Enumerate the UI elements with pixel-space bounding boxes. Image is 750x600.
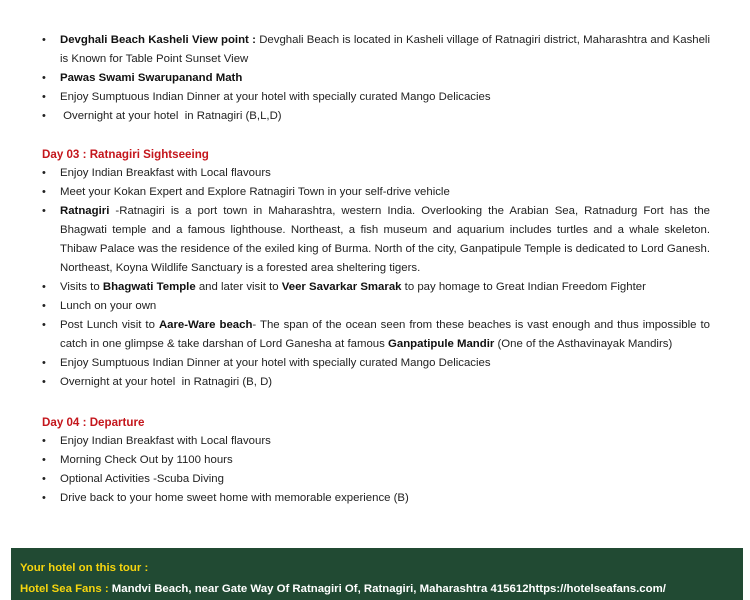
hotel-name: Hotel Sea Fans : bbox=[20, 583, 109, 595]
list-item: • Visits to Bhagwati Temple and later visit to Veer Savarkar Smarak to pay homage to Great Indian Freedom Fighter bbox=[0, 278, 750, 297]
list-item: • Devghali Beach Kasheli View point : Devghali Beach is located in Kasheli village of Ratnagiri district, Maharashtra and Kasheli is Known for Table Point Sunset View bbox=[0, 31, 750, 69]
list-item: • Drive back to your home sweet home with memorable experience (B) bbox=[0, 489, 750, 508]
hotel-details bbox=[20, 583, 666, 595]
list-item: • Overnight at your hotel in Ratnagiri (B,L,D) bbox=[0, 107, 750, 126]
list-item: • Meet your Kokan Expert and Explore Ratnagiri Town in your self-drive vehicle bbox=[0, 183, 750, 202]
list-item: • Enjoy Sumptuous Indian Dinner at your hotel with specially curated Mango Delicacies bbox=[0, 88, 750, 107]
list-item: • Pawas Swami Swarupanand Math bbox=[0, 69, 750, 88]
list-item: • Enjoy Indian Breakfast with Local flavours bbox=[0, 432, 750, 451]
hotel-banner-title: Your hotel on this tour : bbox=[20, 562, 149, 574]
day3-heading: Day 03 : Ratnagiri Sightseeing bbox=[42, 148, 209, 161]
hotel-address: Mandvi Beach, near Gate Way Of Ratnagiri Of, Ratnagiri, Maharashtra 415612https://hotelseafans.com/ bbox=[108, 583, 666, 595]
day3-item-list bbox=[0, 164, 750, 392]
day4-heading: Day 04 : Departure bbox=[42, 416, 145, 429]
day2-item-list bbox=[0, 31, 750, 126]
hotel-banner bbox=[11, 548, 743, 600]
day4-item-list bbox=[0, 432, 750, 508]
list-item: • Enjoy Sumptuous Indian Dinner at your hotel with specially curated Mango Delicacies bbox=[0, 354, 750, 373]
list-item: • Overnight at your hotel in Ratnagiri (B, D) bbox=[0, 373, 750, 392]
list-item: • Lunch on your own bbox=[0, 297, 750, 316]
list-item: • Morning Check Out by 1100 hours bbox=[0, 451, 750, 470]
list-item: • Optional Activities -Scuba Diving bbox=[0, 470, 750, 489]
list-item: • Post Lunch visit to Aare-Ware beach- The span of the ocean seen from these beaches is vast enough and thus impossible to catch in one glimpse & take darshan of Lord Ganesha at famous Ganpatipule Mandir (One of the Asthavinayak Mandirs) bbox=[0, 316, 750, 354]
list-item: • Enjoy Indian Breakfast with Local flavours bbox=[0, 164, 750, 183]
list-item: • Ratnagiri -Ratnagiri is a port town in Maharashtra, western India. Overlooking the Arabian Sea, Ratnadurg Fort has the Bhagwati temple and a famous lighthouse. Northeast, a fish museum and aquarium includes turtles and a whale skeleton. Thibaw Palace was the residence of the exiled king of Burma. North of the city, Ganpatipule Temple is dedicated to Lord Ganesh. Northeast, Koyna Wildlife Sanctuary is a forested area sheltering tigers. bbox=[0, 202, 750, 278]
